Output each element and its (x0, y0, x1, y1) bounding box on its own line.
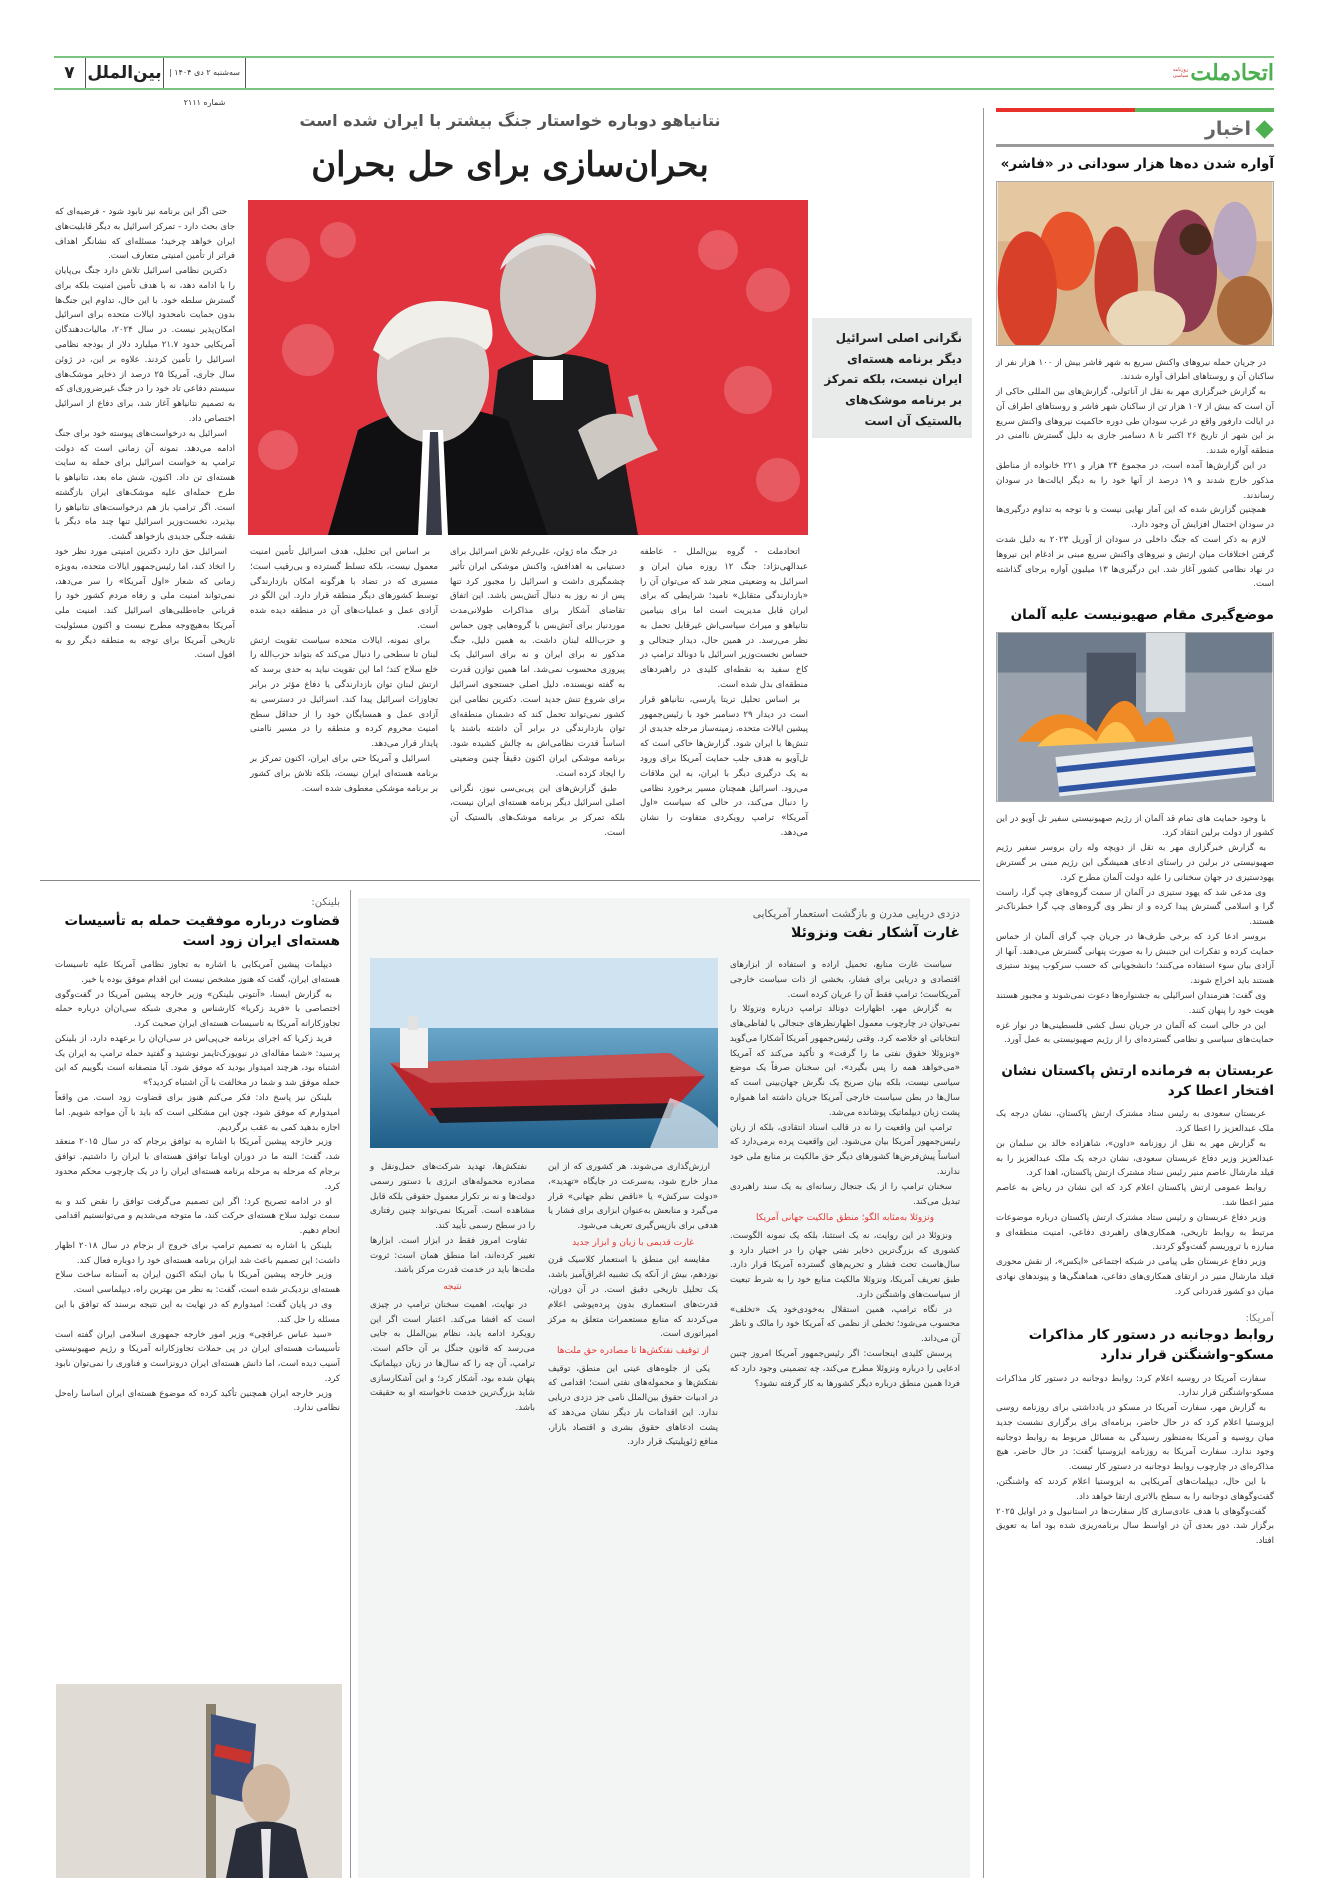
news-title[interactable]: آواره شدن ده‌ها هزار سودانی در «فاشر» (1000, 156, 1274, 172)
oil-tanker-photo (370, 958, 718, 1148)
paragraph: در نگاه ترامپ، همین استقلال به‌خودی‌خود یک «تخلف» محسوب می‌شود؛ تخطی از نظمی که آمریکا خود را مالک و ناظر آن می‌داند. (730, 1304, 960, 1345)
subheading: نتیجه (443, 1282, 462, 1293)
paragraph: تفاوت امروز فقط در ابزار است. ابزارها تغییر کرده‌اند، اما منطق همان است: ثروت ملت‌ها باید در خدمت قدرت مرکز باشد. (370, 1235, 535, 1276)
venezuela-article-title[interactable]: غارت آشکار نفت ونزوئلا (790, 925, 960, 941)
main-article-kicker: نتانیاهو دوباره خواستار جنگ بیشتر با ایران شده است (299, 111, 721, 130)
paragraph: در این گزارش‌ها آمده است، در مجموع ۲۴ هزار و ۲۲۱ خانواده از مناطق مذکور خارج شدند و ۱۹ درصد از آنها خود را به دیگر ایالت‌ها در سودان رساندند. (996, 461, 1274, 501)
paragraph: لازم به ذکر است که جنگ داخلی در سودان از آوریل ۲۰۲۳ به دلیل شدت گرفتن اختلافات میان ارتش و نیروهای واکنش سریع مبنی بر ادغام این نیروها در نهاد نظامی کشور آغاز شد. این درگیری‌ها ۱۳ میلیون آواره برجای گذاشته است. (996, 534, 1274, 590)
news-title[interactable]: موضع‌گیری مقام صهیونیست علیه آلمان (1010, 607, 1274, 624)
main-article-column-4 (55, 205, 235, 870)
paragraph: یکی از جلوه‌های عینی این منطق، توقیف نفتکش‌ها و محموله‌های نفتی است؛ اقدامی که در ادبیات حقوق بین‌الملل نامی جز دزدی دریایی ندارد. این اقدامات بار دیگر نشان می‌دهد که پشت ادعاهای حقوق بشری و اقتصاد بازار، منافع ژئوپلیتیک قرار دارد. (548, 1363, 718, 1448)
sidebar-header (996, 112, 1274, 147)
news-item-us-russia (996, 1313, 1274, 1549)
paragraph: در جنگ ماه ژوئن، علی‌رغم تلاش اسرائیل برای دستیابی به اهدافش، واکنش موشکی ایران تأثیر چشمگیری داشت و اسرائیل را مجبور کرد تنها پس از نه روز به دنبال آتش‌بس باشد. این اتفاق تقاضای آشکار برای مذاکرات طولانی‌مدت موردنیاز برای آتش‌بس با گروه‌هایی چون حماس و حزب‌الله لبنان داشت. به همین دلیل، جنگ مذکور نه برای ایران و نه برای اسرائیل یک پیروزی محسوب نمی‌شد. اما همین توازن قدرت به گفته نویسنده، دلیل اصلی جستجوی اسرائیل برای شروع تنش جدید است. دکترین نظامی این کشور نمی‌تواند تحمل کند که دشمنان منطقه‌ای توان بازدارندگی در برابر آن داشته باشند یا اساساً قدرت نظامی‌اش به چالش کشیده شود. برنامه موشکی ایران اکنون دقیقاً چنین وضعیتی را ایجاد کرده است. (450, 547, 625, 779)
sudan-refugees-photo (996, 181, 1274, 346)
paragraph: بلینکن نیز پاسخ داد: فکر می‌کنم هنوز برای قضاوت زود است. من واقعاً امیدوارم که موفق شود، چون این مشکلی است که باید با آن مواجه شویم. اما اجازه بدهید کمی به عقب برگردیم. (55, 1093, 340, 1133)
paragraph: طبق گزارش‌های این پی‌بی‌سی نیوز، نگرانی اصلی اسرائیل دیگر برنامه هسته‌ای ایران نیست، بلکه تمرکز بر برنامه موشک‌های بالستیک آن است. (450, 783, 625, 838)
paragraph: پرسش کلیدی اینجاست: اگر رئیس‌جمهور آمریکا امروز چنین ادعایی را درباره ونزوئلا مطرح می‌کند، چه تضمینی وجود دارد که فردا همین منطق درباره دیگر کشورها به کار گرفته نشود؟ (730, 1349, 960, 1389)
main-article-title[interactable]: بحران‌سازی برای حل بحران (311, 145, 709, 185)
paragraph: حتی اگر این برنامه نیز نابود شود - فرضیه‌ای که جای بحث دارد - تمرکز اسرائیل به دیگر قابلیت‌های ایران خواهد چرخید؛ مسئله‌ای که نشانگر اهداف فراتر از تأمین امنیتی متعارف است. (55, 207, 235, 262)
logo-text: اتحادملت (1190, 60, 1274, 86)
venezuela-column-1 (730, 958, 960, 1391)
paragraph: به گزارش مهر، سفارت آمریکا در مسکو در یادداشتی برای روزنامه روسی ایزوستیا اعلام کرد که در حال حاضر، برنامه‌ای برای برگزاری نشست جدید میان روسیه و آمریکا به‌منظور رسیدگی به مسائل مربوط به روابط دوجانبه وجود ندارد. سفارت آمریکا به روزنامه ایزوستیا گفت: در حال حاضر، هیچ مذاکره‌ای در چارچوب روابط دوجانبه در دستور کار نیست. (996, 1403, 1274, 1473)
paragraph: ارزش‌گذاری می‌شوند. هر کشوری که از این مدار خارج شود، به‌سرعت در جایگاه «تهدید»، «دولت سرکش» یا «ناقض نظم جهانی» قرار می‌گیرد و منابعش به‌عنوان ابزاری برای فشار یا هدفی برای بازپس‌گیری تعریف می‌شود. (548, 1162, 718, 1232)
paragraph: «سید عباس عراقچی» وزیر امور خارجه جمهوری اسلامی ایران گفته است تأسیسات هسته‌ای ایران در پی حملات تجاوزکارانه آمریکا و رژیم صهیونیستی آسیب دیده است، اما دانش هسته‌ای ایران درونزاست و فناوری را نمی‌توان نابود کرد. (55, 1329, 340, 1384)
paragraph: وی در پایان گفت: امیدوارم که در نهایت به این نتیجه برسند که توافق با این مسئله را حل کند. (55, 1299, 340, 1325)
paragraph: به گزارش مهر، اظهارات دونالد ترامپ درباره ونزوئلا را نمی‌توان در چارچوب معمول اظهارنظرهای جنجالی یا لفاظی‌های انتخاباتی او خلاصه کرد. وقتی رئیس‌جمهور آمریکا آشکارا می‌گوید «ونزوئلا حقوق نفتی ما را گرفت» و تأکید می‌کند که آمریکا «می‌خواهد همه را پس بگیرد»، این سخنان صرفاً یک موضع سیاسی نیست، بلکه بیان صریح یک نگرش جهان‌بینی است که سال‌ها در بطن سیاست خارجی آمریکا جریان داشته اما همواره پشت زبان دیپلماتیک پوشانده می‌شد. (730, 1004, 960, 1118)
pull-quote: نگرانی اصلی اسرائیل دیگر برنامه هسته‌ای ایران نیست، بلکه تمرکز بر برنامه موشک‌های بالستیک آن است (812, 318, 972, 438)
paragraph: گفت‌وگوهای با هدف عادی‌سازی کار سفارت‌ها در استانبول و در اوایل ۲۰۲۵ برگزار شد. دور بعدی آن در اواسط سال برنامه‌ریزی شده بود اما به تعویق افتاد. (996, 1506, 1274, 1547)
news-sidebar (996, 108, 1274, 1878)
main-article-column-3 (250, 545, 438, 796)
paragraph: سیاست غارت منابع، تحمیل اراده و استفاده از ابزارهای اقتصادی و دریایی برای فشار، بخشی از ذات سیاست خارجی آمریکاست؛ ترامپ فقط آن را عریان کرده است. (730, 960, 960, 1000)
paragraph: عربستان سعودی به رئیس ستاد مشترک ارتش پاکستان، نشان درجه یک ملک عبدالعزیز را اعطا کرد. (996, 1109, 1274, 1135)
news-body (996, 1107, 1274, 1299)
blinken-article-title[interactable]: قضاوت درباره موفقیت حمله به تأسیسات هسته‌ای ایران زود است (64, 913, 340, 949)
flag-burning-photo (996, 632, 1274, 802)
sidebar-color-bar (996, 108, 1274, 112)
paragraph: سخنان ترامپ را از یک جنجال رسانه‌ای به یک سند راهبردی تبدیل می‌کند. (730, 1181, 960, 1207)
paragraph: اسرائیل حق دارد دکترین امنیتی مورد نظر خود را اتخاذ کند، اما رئیس‌جمهور ایالات متحده، به‌ویژه زمانی که شعار «اول آمریکا» را سر می‌دهد، نمی‌تواند امنیت ملی و رفاه مردم کشور خود را قربانی جاه‌طلبی‌های اسرائیل کند. امنیت ملی آمریکا به‌هیچ‌وجه مطرح نیست و اکنون مسئولیت تاریخی آمریکا برای توجه به منطقه دیگر رو به افول است. (55, 546, 235, 661)
paragraph: به گزارش خبرگزاری مهر به نقل از دویچه وله ران بروسر سفیر رژیم صهیونیستی در برلین در راستای ادعای همیشگی این رژیم مبنی بر گسترش یهودستیزی در جهان سخنانی را علیه دولت آلمان مطرح کرد. (996, 843, 1274, 883)
paragraph: بر اساس این تحلیل، هدف اسرائیل تأمین امنیت معمول نیست، بلکه تسلط گسترده و بی‌رقیب است؛ مسیری که در تضاد با هرگونه امکان بازدارندگی توسط کشورهای دیگر منطقه قرار دارد. این الگو در آزادی عمل و عملیات‌های آن در منطقه دیده شده است. (250, 547, 438, 631)
paragraph: ترامپ این واقعیت را نه در قالب اسناد انتقادی، بلکه از زبان رئیس‌جمهور آمریکا بیان می‌شود. این واقعیت پرده برمی‌دارد که اساساً پیش‌فرض‌ها کشورهای دیگر حق مالکیت بر منابع ملی خود ندارند. (730, 1122, 960, 1177)
blinken-photo (56, 1684, 342, 1878)
paragraph: سفارت آمریکا در روسیه اعلام کرد: روابط دوجانبه در دستور کار مذاکرات مسکو-واشنگتن قرار ندارد. (996, 1373, 1274, 1399)
section-divider (40, 880, 980, 881)
venezuela-article-kicker: دزدی دریایی مدرن و بازگشت استعمار آمریکایی (752, 908, 960, 920)
main-article-column-1 (640, 545, 808, 841)
blinken-article-body (55, 958, 340, 1678)
paragraph: اسرائیل به درخواست‌های پیوسته خود برای جنگ ادامه می‌دهد. نمونه آن زمانی است که دولت ترامپ به خواست اسرائیل برای حمله به سایت هسته‌ای تن داد. اکنون، شش ماه بعد، نتانیاهو با طرح حمله‌ای علیه موشک‌های ایران بازگشته است. اگر ترامپ باز هم درخواست‌های نتانیاهو را بپذیرد، نخست‌وزیر اسرائیل تنها چند ماه دیگر با نقشه جنگی جدیدی بازخواهد گشت. (55, 428, 235, 543)
paragraph: وزیر خارجه ایران همچنین تأکید کرده که موضوع هسته‌ای ایران اساسا راه‌حل نظامی ندارد. (55, 1388, 340, 1414)
paragraph: بلینکن با اشاره به تصمیم ترامپ برای خروج از برجام در سال ۲۰۱۸ اظهار داشت: این تصمیم باعث شد ایران برنامه هسته‌ای خود را دوباره فعال کند. (55, 1240, 340, 1266)
news-item-pakistan (996, 1062, 1274, 1299)
paragraph: وزیر خارجه پیشین آمریکا با اشاره به توافق برجام که در سال ۲۰۱۵ منعقد شد، گفت: البته ما در دوران اوباما توافق هسته‌ای با ایران را داشتیم. توافق برجام که مرحله به مرحله برنامه هسته‌ای ایران را در یک چارچوب محکم محدود کرد. (55, 1137, 340, 1192)
paragraph: بروسر ادعا کرد که برخی طرف‌ها در جریان چپ گرای آلمان از حماس حمایت کرده و تفکرات این جنبش را به صورت پنهانی گسترش می‌دهند. آنها از آزادی بیان سوء استفاده می‌کنند؛ دانشجویانی که حسب سرکوب پیوند ستیزی هستند باید اخراج شوند. (996, 931, 1274, 987)
paragraph: برای نمونه، ایالات متحده سیاست تقویت ارتش لبنان تا سطحی را دنبال می‌کند که بتواند حزب‌الله را خلع سلاح کند؛ اما این تقویت نباید به حدی برسد که ارتش لبنان توان بازدارندگی یا دفاع مؤثر در برابر تجاوزات اسرائیل پیدا کند. اسرائیل در دسترسی به آزادی عمل و همسایگان خود را از حداقل سطح امنیت محروم کرده و منطقه را در مسیر ناامنی پایدار قرار می‌دهد. (250, 635, 438, 750)
section-name: بین‌الملل (86, 58, 164, 88)
sidebar-title: اخبار (1204, 118, 1251, 140)
paragraph: دیپلمات پیشین آمریکایی با اشاره به تجاوز نظامی آمریکا علیه تاسیسات هسته‌ای ایران، گفت که هنوز مشخص نیست این اقدام موفق بوده یا خیر. (55, 960, 340, 985)
page-number: ۷ (54, 58, 86, 88)
news-title[interactable]: عربستان به فرمانده ارتش پاکستان نشان افتخار اعطا کرد (1001, 1063, 1274, 1099)
subheading: ونزوئلا به‌مثابه الگو؛ منطق مالکیت جهانی آمریکا (755, 1213, 935, 1224)
news-item-sudan (996, 155, 1274, 592)
subheading: غارت قدیمی با زبان و ابزار جدید (572, 1237, 694, 1248)
paragraph: در جریان حمله نیروهای واکنش سریع به شهر فاشر بیش از ۱۰۰ هزار نفر از ساکنان آن و روستاهای اطراف آواره شدند. (996, 357, 1274, 383)
paragraph: فرید زکریا که اجرای برنامه جی‌پی‌اس در سی‌ان‌ان را برعهده دارد، از بلینکن پرسید: «شما مقاله‌ای در نیویورک‌تایمز نوشتید و گفتید حمله ترامپ به ایران یک اشتباه بود، هرچند امیدوار بودید که موفق شود. آیا منصفانه است بگوییم که این حمله موفق شد و شما در مخالفت با آن اشتباه کردید؟» (55, 1033, 340, 1089)
news-item-germany (996, 606, 1274, 1048)
paragraph: وی گفت: هنرمندان اسرائیلی به جشنواره‌ها دعوت نمی‌شوند و مجبور هستند هویت خود را پنهان کنند. (996, 991, 1274, 1016)
newspaper-logo (1172, 58, 1274, 88)
paragraph: اسرائیل و آمریکا حتی برای ایران، اکنون تمرکز بر برنامه هسته‌ای ایران نیست، بلکه تلاش برای کشور بر برنامه موشکی معطوف شده است. (250, 753, 438, 794)
news-title[interactable]: روابط دوجانبه در دستور کار مذاکرات مسکو–واشنگتن قرار ندارد (1028, 1327, 1274, 1363)
venezuela-column-3 (370, 1160, 535, 1416)
paragraph: به گزارش خبرگزاری مهر به نقل از آناتولی، گزارش‌های بین المللی حاکی از آن است که بیش از ۱۰۷ هزار تن از ساکنان شهر فاشر و روستاهای اطراف آن در ایالت دارفور واقع در غرب سودان طی دوره حاکمیت نیروهای واکنش سریع بر این شهر از تاریخ ۲۶ اکتبر تا ۸ دسامبر جاری به دلیل گسترش ناامنی در منطقه آواره شدند. (996, 387, 1274, 457)
subheading: از توقیف نفتکش‌ها تا مصادره حق ملت‌ها (556, 1346, 710, 1357)
paragraph: وزیر خارجه پیشین آمریکا با بیان اینکه اکنون ایران به آستانه ساخت سلاح هسته‌ای نزدیک‌تر شده است، گفت: به نظر من بهترین راه، دیپلماسی است. (55, 1270, 340, 1296)
main-article-column-2 (450, 545, 625, 841)
news-body (996, 812, 1274, 1049)
news-body (996, 1372, 1274, 1549)
column-divider (983, 108, 984, 1878)
paragraph: وزیر دفاع عربستان طی پیامی در شبکه اجتماعی «ایکس»، از نقش محوری فیلد مارشال منیر در ارتقای همکاری‌های دفاعی، هماهنگی‌ها و پیوندهای نهادی میان دو کشور قدردانی کرد. (996, 1257, 1274, 1297)
paragraph: بر اساس تحلیل تریتا پارسی، نتانیاهو قرار است در دیدار ۲۹ دسامبر خود با رئیس‌جمهور پیشین ایالات متحده، زمینه‌ساز مرحله جدیدی از تنش‌ها با ایران شود. گزارش‌ها حاکی است که تل‌آویو به هدف جلب حمایت آمریکا برای ورود به یک درگیری دیگر با ایران، به این ملاقات می‌رود. اسرائیل همچنان مسیر برخورد نظامی را دنبال می‌کند، در حالی که سیاست «اول آمریکا» ترامپ رویکردی متفاوت را نشان می‌دهد. (640, 694, 808, 838)
paragraph: وی مدعی شد که یهود ستیزی در آلمان از سمت گروه‌های چپ گرا، راست گرا و اسلامی گسترش پیدا کرده و از نظر وی گروه‌های چپ گرا خطرناک‌تر هستند. (996, 887, 1274, 928)
column-divider (350, 890, 351, 1878)
blinken-article-kicker: بلینکن: (311, 897, 340, 908)
paragraph: ونزوئلا در این روایت، نه یک استثنا، بلکه یک نمونه الگوست. کشوری که بزرگ‌ترین ذخایر نفتی جهان را در اختیار دارد و سال‌هاست تحت فشار و تحریم‌های گسترده آمریکا قرار دارد. طبق تعریف آمریکا، ونزوئلا مالکیت منابع خود را به شرط تبعیت از سیاست‌های واشنگتن دارد. (730, 1230, 960, 1300)
paragraph: با این حال، دیپلمات‌های آمریکایی به ایزوستیا اعلام کردند که واشنگتن، گفت‌وگوهای دوجانبه را به سطح بالاتری ارتقا خواهد داد. (996, 1477, 1274, 1502)
paragraph: او در ادامه تصریح کرد: اگر این تصمیم می‌گرفت توافق را نقض کند و به سمت تولید سلاح هسته‌ای حرکت کند، ما متوجه می‌شدیم و می‌توانستیم اقدامی انجام دهیم. (55, 1196, 340, 1237)
paragraph: وزیر دفاع عربستان و رئیس ستاد مشترک ارتش پاکستان درباره موضوعات مرتبط به روابط تاریخی، همکاری‌های راهبردی دفاعی، امنیت منطقه‌ای و مبارزه با تروریسم گفت‌وگو کردند. (996, 1212, 1274, 1253)
paragraph: دکترین نظامی اسرائیل تلاش دارد جنگ بی‌پایان را با ادامه دهد، نه با هدف تأمین امنیت بلکه برای گسترش سلطه خود. با این حال، تداوم این جنگ‌ها بدون حمایت نامحدود ایالات متحده برای اسرائیل امکان‌پذیر نیست. در سال ۲۰۲۴، مالیات‌دهندگان آمریکایی حدود ۲۱.۷ میلیارد دلار از بودجه نظامی اسرائیل را تأمین کردند. علاوه بر این، در ژوئن سال جاری، آمریکا ۲۵ درصد از ذخایر موشک‌های سیستم دفاعی تاد خود را در جنگ غیرضروری‌ای که به تصمیم نتانیاهو آغاز شد، برای دفاع از اسرائیل اختصاص داد. (55, 266, 235, 424)
date-issue: سه‌شنبه ۲ دی ۱۴۰۴ | شماره ۲۱۱۱ (164, 58, 246, 88)
paragraph: این در حالی است که آلمان در جریان نسل کشی فلسطینی‌ها در نوار غزه حمایت‌های سیاسی و نظامی گسترده‌ای را از رژیم صهیونیستی به عمل آورد. (996, 1020, 1274, 1046)
paragraph: روابط عمومی ارتش پاکستان اعلام کرد که این نشان در ریاض به عاصم منیر اعطا شد. (996, 1183, 1274, 1208)
masthead (54, 56, 1274, 107)
paragraph: با وجود حمایت های تمام قد آلمان از رژیم صهیونیستی سفیر تل آویو در این کشور از دولت برلین انتقاد کرد. (996, 813, 1274, 839)
news-body (996, 356, 1274, 593)
paragraph: به گزارش مهر به نقل از روزنامه «داون»، شاهزاده خالد بن سلمان بن عبدالعزیز وزیر دفاع عربستان سعودی، نشان درجه یک ملک عبدالعزیز را به فیلد مارشال عاصم منیر رئیس ستاد مشترک ارتش پاکستان، اهدا کرد. (996, 1138, 1274, 1179)
paragraph: در نهایت، اهمیت سخنان ترامپ در چیزی است که افشا می‌کند. اعتبار است اگر این رویکرد ادامه یابد، نظام بین‌الملل به جایی می‌رسد که قانون جنگل بر آن حاکم است. ترامپ، آن چه را که سال‌ها در زبان دیپلماتیک پنهان شده بود، آشکار کرد؛ و این آشکارسازی شاید بزرگ‌ترین خدمت ناخواسته او به حقیقت باشد. (370, 1299, 535, 1414)
paragraph: نفتکش‌ها، تهدید شرکت‌های حمل‌ونقل و مصادره محموله‌های انرژی با دستور رسمی دولت‌ها و نه بر تکرار معمول حقوقی بلکه قابل مشاهده است. آمریکا نمی‌تواند چنین رفتاری را در سطح رسمی تأیید کند. (370, 1162, 535, 1232)
news-kicker: آمریکا: (1245, 1313, 1274, 1325)
paragraph: به گزارش ایسنا، «آنتونی بلینکن» وزیر خارجه پیشین آمریکا در گفت‌وگوی اختصاصی با «فرید زکریا» کارشناس و مجری شبکه سی‌ان‌ان درباره حمله تجاوزکارانه آمریکا به تاسیسات هسته‌ای ایران صحبت کرد. (55, 989, 340, 1030)
paragraph: همچنین گزارش شده که این آمار نهایی نیست و با توجه به تداوم درگیری‌ها در سودان احتمال افزایش آن وجود دارد. (996, 505, 1274, 531)
paragraph: اتحادملت - گروه بین‌الملل - عاطفه عبدالهی‌نژاد: جنگ ۱۲ روزه میان ایران و اسرائیل به وضعیتی منجر شد که می‌توان آن را «بازدارندگی متقابل» نامید؛ شرایطی که برای ایران قابل مدیریت است اما برای بنیامین نتانیاهو و میراث سیاسی‌اش غیرقابل تحمل به نظر می‌رسد. در همین حال، دیدار جنجالی و حساس نخست‌وزیر اسرائیل با دونالد ترامپ در کاخ سفید به نقطه‌ای کلیدی در راهبردهای منطقه‌ای بدل شده است. (640, 547, 808, 691)
paragraph: مقایسه این منطق با استعمار کلاسیک قرن نوزدهم، بیش از آنکه یک تشبیه اغراق‌آمیز باشد، یک تحلیل تاریخی دقیق است. در آن دوران، قدرت‌های استعماری بدون پرده‌پوشی اعلام می‌کردند که منابع مستعمرات متعلق به مرکز امپراتوری است. (548, 1255, 718, 1340)
diamond-icon (1255, 120, 1273, 138)
venezuela-column-2 (548, 1160, 718, 1450)
trump-netanyahu-photo (248, 200, 808, 535)
logo-tagline: روزنامه سیاسی (1172, 67, 1189, 79)
